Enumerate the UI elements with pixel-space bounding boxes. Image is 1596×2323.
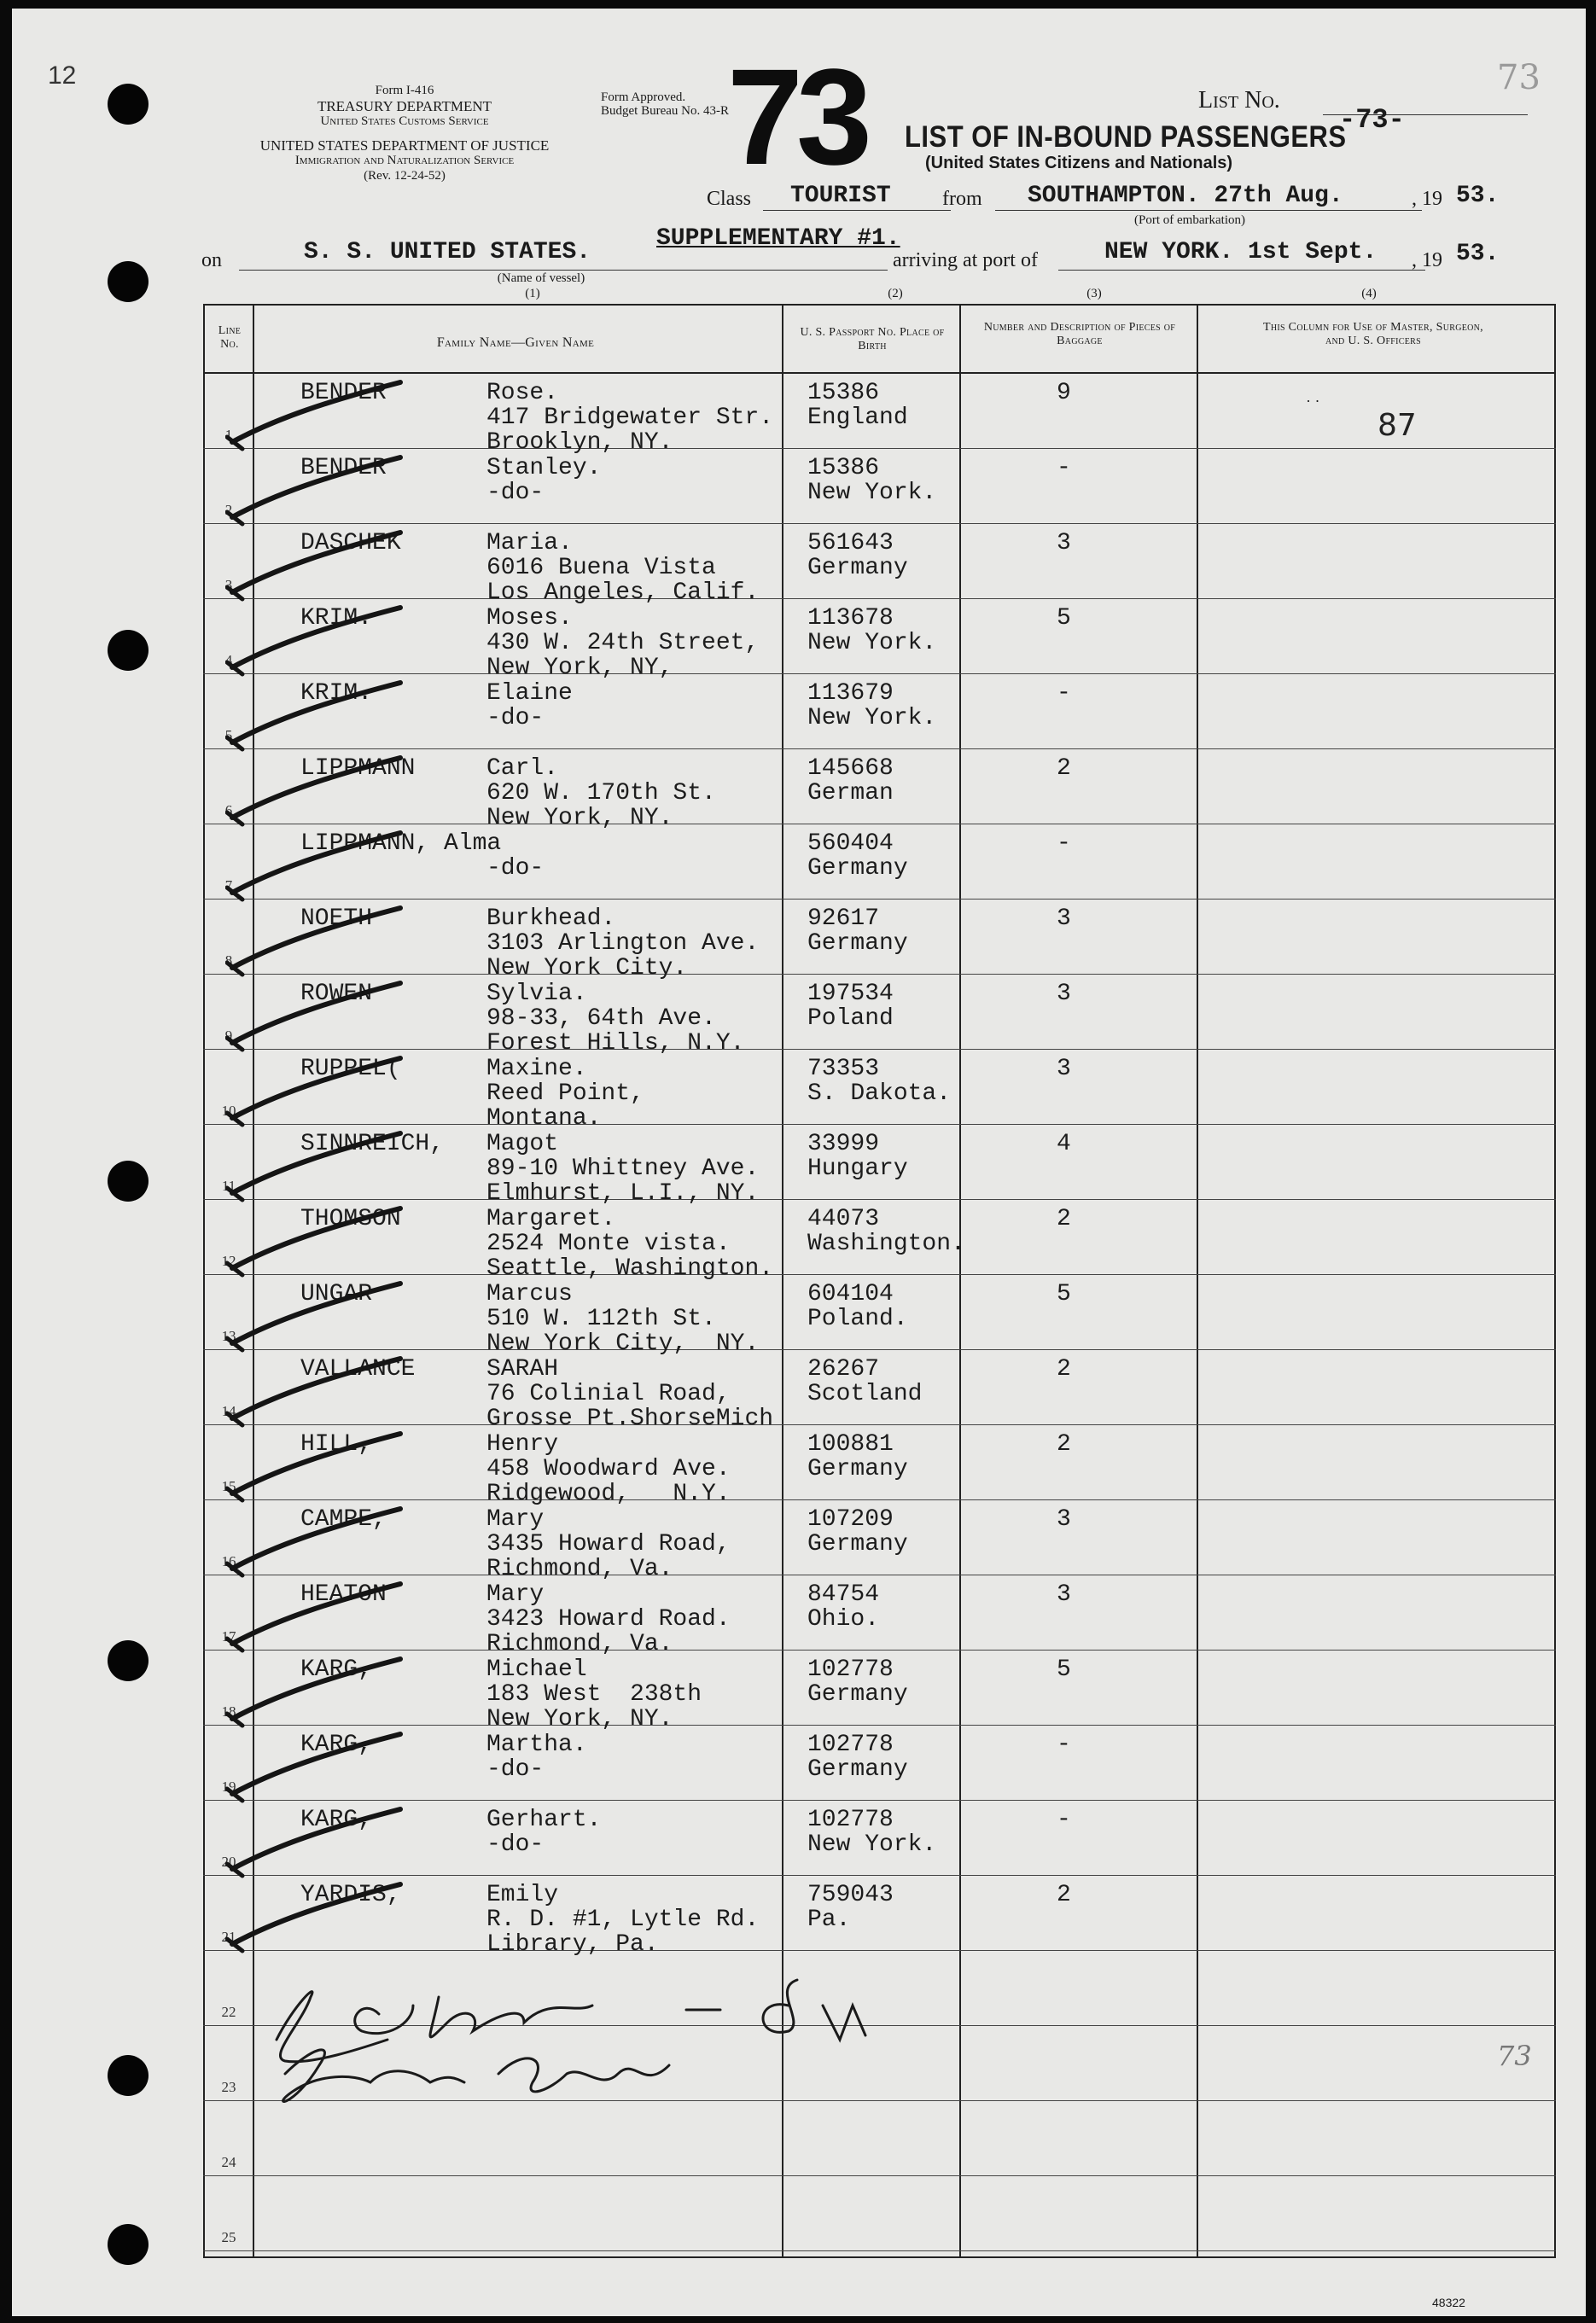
family-name: KARG, [300,1656,373,1683]
passport-number: 107209 [807,1506,894,1533]
passport-number: 113679 [807,680,894,707]
treasury-department: TREASURY DEPARTMENT [317,98,492,114]
given-name: Sylvia. [486,981,587,1007]
line-number: 21 [221,1929,236,1945]
address-line-1: -do- [486,1831,545,1858]
address-line-2: Ridgewood, N.Y. [486,1481,731,1507]
check-mark [225,1577,413,1654]
address-line-2: Elmhurst, L.I., NY. [486,1180,760,1207]
family-name: YARDIS, [300,1882,401,1908]
baggage-count: 2 [1057,1431,1071,1458]
row-divider [203,2250,1556,2251]
check-mark [225,376,413,452]
row-divider [203,2175,1556,2176]
line-number: 4 [224,652,233,668]
given-name: Mary [486,1581,545,1608]
family-name: DASCHEK [300,530,401,556]
address-line-2: New York, NY. [486,1706,673,1732]
footer-code: 48322 [1432,2296,1465,2309]
baggage-count: 2 [1057,755,1071,782]
line-number: 24 [221,2154,236,2170]
vessel-name: S. S. UNITED STATES. [304,239,591,265]
form-approved: Form Approved. [601,90,686,104]
address-line-2: Library, Pa. [486,1931,659,1958]
family-name: KRIM. [300,605,373,632]
col-divider-baggage [1197,304,1198,2258]
line-number: 19 [221,1779,236,1795]
check-mark [225,451,413,527]
given-name: Mary [486,1506,545,1533]
supplementary-label: SUPPLEMENTARY #1. [656,225,900,252]
col-head-passport: U. S. Passport No. Place of Birth [800,326,945,352]
given-name: Stanley. [486,455,602,481]
check-mark [225,1727,413,1804]
baggage-count: 2 [1057,1356,1071,1383]
vessel-caption: (Name of vessel) [497,271,585,285]
line-number: 6 [224,802,233,818]
check-mark [225,1352,416,1429]
given-name: SARAH [486,1356,559,1383]
given-name: Maria. [486,530,573,556]
check-stroke [232,1133,400,1193]
place-of-birth: Germany [807,1681,908,1708]
family-name: VALLANCE [300,1356,416,1383]
place-of-birth: New York. [807,630,937,656]
form-number: Form I-416 [375,84,434,97]
check-stroke [232,530,401,592]
from-year: 53. [1456,183,1500,209]
check-mark [225,751,416,828]
vessel-underline [239,270,888,271]
table-bottom-border [203,2256,1556,2258]
address-line-1: 3435 Howard Road, [486,1531,731,1557]
passport-number: 102778 [807,1807,894,1833]
address-line-1: 183 West 238th [486,1681,702,1708]
check-mark [225,1127,413,1203]
check-mark [225,1051,413,1128]
line-number: 23 [221,2079,236,2095]
on-label: on [201,249,222,271]
line-number: 10 [221,1103,236,1119]
class-underline [763,210,951,211]
punch-hole [108,2055,149,2096]
col-head-officers: This Column for Use of Master, Surgeon, and U. S. Officers [1263,321,1483,347]
check-stroke [232,1656,400,1719]
justice-department: UNITED STATES DEPARTMENT OF JUSTICE [259,137,550,154]
address-line-1: 98-33, 64th Ave. [486,1005,716,1032]
line-number: 15 [221,1478,236,1494]
check-stroke [232,382,400,442]
baggage-count: 2 [1057,1206,1071,1232]
line-number: 16 [221,1553,236,1569]
place-of-birth: England [807,405,908,431]
line-number: 2 [224,502,233,518]
given-name: Michael [486,1656,587,1683]
check-mark [225,976,413,1053]
baggage-count: 3 [1057,1056,1071,1082]
passport-number: 84754 [807,1581,880,1608]
address-line-1: -do- [486,705,545,731]
line-number: 22 [221,2004,236,2020]
baggage-count: 3 [1057,905,1071,932]
family-name: NOETH [300,905,373,932]
passport-number: 197534 [807,981,894,1007]
line-number: 13 [221,1328,236,1344]
baggage-count: - [1057,830,1071,857]
check-mark [225,1502,413,1579]
given-name: Rose. [486,380,559,406]
place-of-birth: Hungary [807,1156,908,1182]
address-line-2: Richmond, Va. [486,1631,673,1657]
col2-caption: (2) [888,287,903,300]
arrival-year: 53. [1456,241,1500,267]
address-line-2: New York City, NY. [486,1330,760,1357]
baggage-count: 3 [1057,530,1071,556]
baggage-count: 2 [1057,1882,1071,1908]
passport-number: 102778 [807,1732,894,1758]
address-line-2: New York, NY, [486,655,673,681]
check-stroke [232,983,400,1043]
form-revision: (Rev. 12-24-52) [364,169,446,183]
address-line-2: Los Angeles, Calif. [486,579,760,606]
address-line-1: 2524 Monte vista. [486,1231,731,1257]
address-line-1: 417 Bridgewater Str. [486,405,774,431]
baggage-count: - [1057,1807,1071,1833]
passport-number: 560404 [807,830,894,857]
table-header-bottom [203,372,1556,374]
ins-service: Immigration and Naturalization Service [294,154,515,167]
family-name: KARG, [300,1732,373,1758]
col-head-name: Family Name—Given Name [436,335,595,350]
place-of-birth: Germany [807,855,908,882]
check-mark [225,826,413,903]
address-line-1: 510 W. 112th St. [486,1306,716,1332]
table-left-border [203,304,205,2258]
punch-hole [108,2224,149,2265]
line-number: 18 [221,1703,236,1720]
passport-number: 73353 [807,1056,880,1082]
given-name: Gerhart. [486,1807,602,1833]
place-of-birth: New York. [807,1831,937,1858]
given-name: Marcus [486,1281,573,1307]
passport-number: 759043 [807,1882,894,1908]
passport-number: 15386 [807,455,880,481]
arrival-underline [1058,270,1425,271]
place-of-birth: Germany [807,930,908,957]
baggage-count: 3 [1057,981,1071,1007]
address-line-1: 3103 Arlington Ave. [486,930,760,957]
family-name: UNGAR [300,1281,373,1307]
family-name: CAMPE, [300,1506,387,1533]
address-line-1: -do- [486,1756,545,1783]
check-mark [225,1802,413,1879]
address-line-1: Reed Point, [486,1080,644,1107]
check-stroke [232,1884,400,1944]
address-line-1: 89-10 Whittney Ave. [486,1156,760,1182]
baggage-count: - [1057,1732,1071,1758]
corner-number: 12 [48,61,77,90]
budget-bureau: Budget Bureau No. 43-R [601,104,729,118]
place-of-birth: German [807,780,894,806]
check-mark [225,1652,413,1729]
check-stroke [232,1359,400,1418]
passport-number: 102778 [807,1656,894,1683]
col-head-baggage: Number and Description of Pieces of Baggage [983,321,1176,347]
check-mark [225,1427,413,1504]
passport-number: 15386 [807,380,880,406]
place-of-birth: S. Dakota. [807,1080,952,1107]
list-no-label: List No. [1198,87,1280,114]
given-name: Carl. [486,755,559,782]
given-name: Magot [486,1131,559,1157]
officer-mark: · · [1306,393,1320,410]
line-number: 9 [224,1028,233,1044]
punch-hole [108,630,149,671]
punch-hole [108,1161,149,1202]
place-of-birth: Washington. [807,1231,965,1257]
baggage-count: 3 [1057,1506,1071,1533]
check-stroke [232,457,400,517]
baggage-count: - [1057,455,1071,481]
given-name: Martha. [486,1732,587,1758]
punch-hole [108,84,149,125]
check-mark [225,1202,413,1278]
address-line-1: 3423 Howard Road. [486,1606,731,1633]
line-number: 1 [224,427,233,443]
family-name: THOMSON [300,1206,401,1232]
baggage-count: 3 [1057,1581,1071,1608]
baggage-count: 5 [1057,605,1071,632]
stamped-list-number: 73 [727,40,865,193]
address-line-1: 76 Colinial Road, [486,1381,731,1407]
check-mark [225,676,413,753]
address-line-2: New York City. [486,955,688,981]
passport-number: 604104 [807,1281,894,1307]
check-stroke [232,1208,400,1268]
corner-pencil-number: 73 [1497,58,1541,97]
family-name: LIPPMANN [300,755,416,782]
passport-number: 561643 [807,530,894,556]
line-number: 7 [224,877,233,894]
check-stroke [232,1734,400,1794]
check-stroke [232,1581,400,1644]
form-subtitle: (United States Citizens and Nationals) [925,154,1233,172]
place-of-birth: Poland. [807,1306,908,1332]
family-name: RUPPEL( [300,1056,401,1082]
officer-note: 87 [1378,408,1417,443]
place-of-birth: Ohio. [807,1606,880,1633]
col1-caption: (1) [525,287,540,300]
passport-number: 33999 [807,1131,880,1157]
place-of-birth: Poland [807,1005,894,1032]
table-top-border [203,304,1556,306]
address-line-1: 430 W. 24th Street, [486,630,760,656]
check-mark [225,1277,413,1354]
table-right-border [1554,304,1556,2258]
baggage-count: - [1057,680,1071,707]
place-of-birth: Germany [807,1756,908,1783]
col4-caption: (4) [1361,287,1377,300]
line-number: 20 [221,1854,236,1870]
passport-number: 113678 [807,605,894,632]
port-of-embarkation: SOUTHAMPTON. 27th Aug. [1028,183,1343,209]
baggage-count: 4 [1057,1131,1071,1157]
address-line-2: Grosse Pt.ShorseMich [486,1406,774,1432]
place-of-birth: Germany [807,555,908,581]
signature-time-note [678,1980,780,2009]
address-line-2: Montana. [486,1105,602,1132]
check-mark [225,601,413,678]
arrival-year-prefix: , 19 [1412,249,1442,271]
check-stroke [232,1058,400,1118]
address-line-1: 6016 Buena Vista [486,555,716,581]
check-stroke [232,680,400,742]
line-number: 17 [221,1628,236,1645]
arriving-label: arriving at port of [893,249,1038,271]
from-year-prefix: , 19 [1412,188,1442,210]
family-name: SINNREICH, [300,1131,445,1157]
passport-number: 100881 [807,1431,894,1458]
given-name: Burkhead. [486,905,616,932]
address-line-2: Seattle, Washington. [486,1255,774,1282]
place-of-birth: Germany [807,1456,908,1482]
passport-number: 92617 [807,905,880,932]
given-name: Emily [486,1882,559,1908]
signature [242,1946,1011,2125]
place-of-birth: New York. [807,705,937,731]
address-line-1: -do- [486,480,545,506]
family-name: HEATON [300,1581,387,1608]
check-stroke [232,758,400,818]
baggage-count: 9 [1057,380,1071,406]
family-name: HILL, [300,1431,373,1458]
check-stroke [232,833,400,893]
line-number: 11 [221,1178,236,1194]
line-number: 12 [221,1253,236,1269]
passport-number: 44073 [807,1206,880,1232]
class-value: TOURIST [790,183,891,209]
family-name: KARG, [300,1807,373,1833]
document-page [12,9,1586,2316]
passport-number: 26267 [807,1356,880,1383]
baggage-count: 5 [1057,1656,1071,1683]
baggage-count: 5 [1057,1281,1071,1307]
address-line-1: R. D. #1, Lytle Rd. [486,1907,760,1933]
customs-service: United States Customs Service [320,114,489,128]
family-name: KRIM. [300,680,373,707]
address-line-2: Brooklyn, NY. [486,429,673,456]
address-line-1: 620 W. 170th St. [486,780,716,806]
check-mark [225,901,413,978]
from-label: from [942,188,982,210]
check-stroke [232,1281,400,1343]
footer-pencil-number: 73 [1497,2040,1532,2072]
form-title: LIST OF IN-BOUND PASSENGERS [905,119,1347,154]
col-head-line-no: Line No. [218,324,242,351]
col3-caption: (3) [1086,287,1102,300]
check-stroke [232,1431,400,1493]
line-number: 5 [224,727,233,743]
given-name: Henry [486,1431,559,1458]
passport-number: 145668 [807,755,894,782]
address-line-2: Forest Hills, N.Y. [486,1030,745,1057]
address-line-1: -do- [486,855,545,882]
line-number: 14 [221,1403,236,1419]
punch-hole [108,1640,149,1681]
line-number: 8 [224,952,233,969]
given-name: Margaret. [486,1206,616,1232]
port-of-arrival: NEW YORK. 1st Sept. [1104,239,1378,265]
address-line-1: 458 Woodward Ave. [486,1456,731,1482]
check-stroke [232,1506,400,1569]
given-name: Maxine. [486,1056,587,1082]
place-of-birth: Germany [807,1531,908,1557]
check-stroke [232,1809,400,1869]
family-name: ROWEN [300,981,373,1007]
place-of-birth: New York. [807,480,937,506]
family-name: LIPPMANN, Alma [300,830,502,857]
port-embark-caption: (Port of embarkation) [1134,213,1245,227]
from-underline [995,210,1422,211]
check-mark [225,526,413,603]
check-stroke [232,905,400,968]
line-number: 25 [221,2229,236,2245]
place-of-birth: Scotland [807,1381,923,1407]
class-label: Class [707,188,752,210]
check-stroke [232,605,400,667]
address-line-2: Richmond, Va. [486,1556,673,1582]
given-name: Elaine [486,680,573,707]
list-no-value: -73- [1339,104,1405,136]
given-name: Moses. [486,605,573,632]
address-line-2: New York, NY. [486,805,673,831]
family-name: BENDER [300,455,387,481]
family-name: BENDER [300,380,387,406]
punch-hole [108,261,149,302]
check-mark [225,1878,413,1954]
line-number: 3 [224,577,233,593]
place-of-birth: Pa. [807,1907,851,1933]
